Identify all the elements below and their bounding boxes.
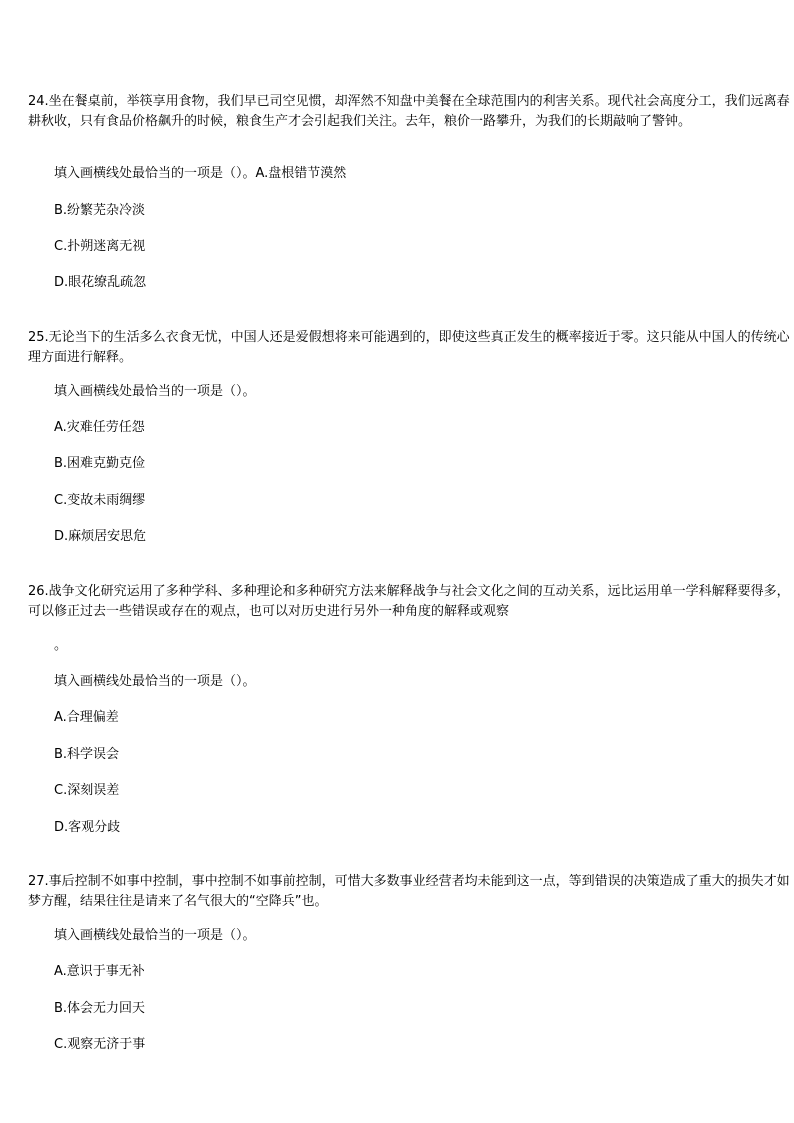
question-26-option-c: C.深刻误差 [54, 783, 120, 798]
question-26-option-a: A.合理偏差 [54, 710, 119, 725]
question-24-option-c: C.扑朔迷离无视 [54, 239, 146, 254]
question-25-option-b: B.困难克勤克俭 [54, 456, 146, 471]
question-26-option-b: B.科学误会 [54, 747, 120, 762]
question-26-option-d: D.客观分歧 [54, 820, 121, 835]
question-25-option-d: D.麻烦居安思危 [54, 529, 147, 544]
question-25-option-a: A.灾难任劳任怨 [54, 420, 145, 435]
question-27-option-b: B.体会无力回天 [54, 1001, 146, 1016]
question-25-stem: 25.无论当下的生活多么衣食无忧，中国人还是爱假想将来可能遇到的，即使这些真正发生的概率接近于零。这只能从中国人的传统心理方面进行解释。 [28, 330, 790, 365]
question-25-prompt: 填入画横线处最恰当的一项是（）。 [54, 384, 256, 399]
question-26-tail: 。 [54, 638, 68, 653]
question-26-prompt: 填入画横线处最恰当的一项是（）。 [54, 674, 256, 689]
question-27-option-c: C.观察无济于事 [54, 1037, 146, 1052]
question-25-option-c: C.变故未雨绸缪 [54, 493, 146, 508]
question-27-option-a: A.意识于事无补 [54, 964, 145, 979]
question-24-stem: 24.坐在餐桌前，举筷享用食物，我们早已司空见惯，却浑然不知盘中美餐在全球范围内的利害关系。现代社会高度分工，我们远离春耕秋收，只有食品价格飙升的时候，粮食生产才会引起我们关注。去年，粮价一路攀升，为我们的长期敲响了警钟。 [28, 94, 790, 129]
question-24-prompt: 填入画横线处最恰当的一项是（）。A.盘根错节漠然 [54, 166, 347, 181]
question-26-stem: 26.战争文化研究运用了多种学科、多种理论和多种研究方法来解释战争与社会文化之间的互动关系，远比运用单一学科解释要得多，可以修正过去一些错误或存在的观点，也可以对历史进行另外一种角度的解释或观察 [28, 584, 790, 619]
question-27-prompt: 填入画横线处最恰当的一项是（）。 [54, 928, 256, 943]
question-24-option-b: B.纷繁芜杂冷淡 [54, 203, 146, 218]
question-27-stem: 27.事后控制不如事中控制，事中控制不如事前控制，可惜大多数事业经营者均未能到这一点，等到错误的决策造成了重大的损失才如梦方醒，结果往往是请来了名气很大的“空降兵”也。 [28, 874, 790, 909]
question-24-option-d: D.眼花缭乱疏忽 [54, 275, 147, 290]
